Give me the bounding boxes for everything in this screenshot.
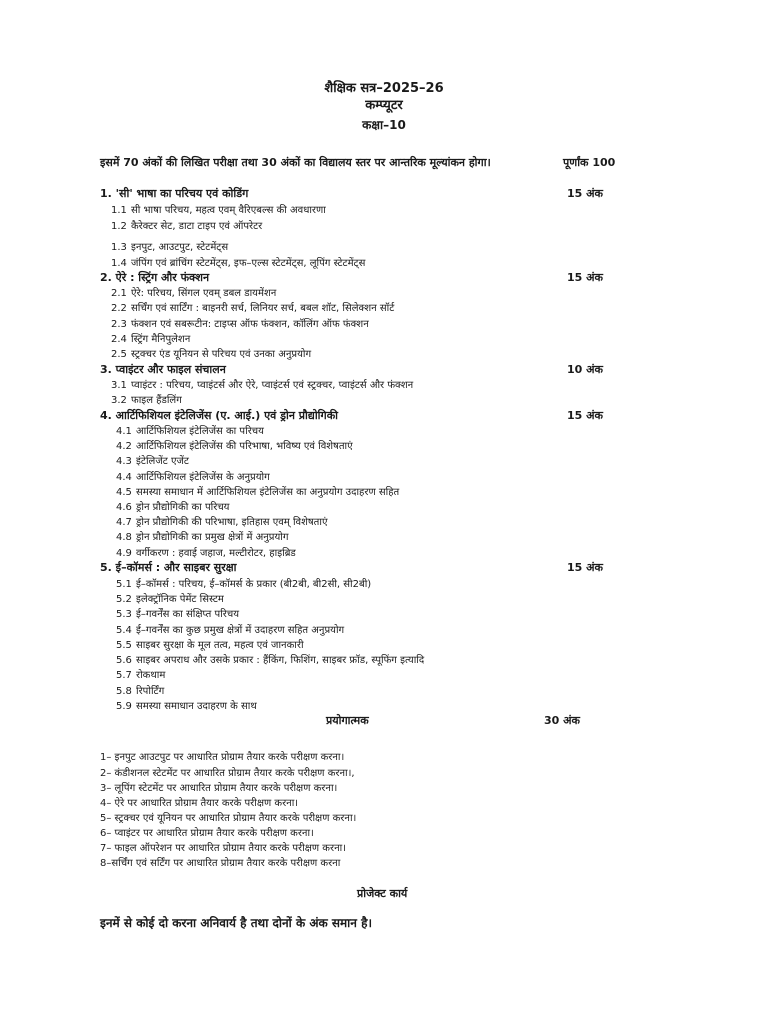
list-item: 2.4 स्ट्रिंग मैनिपुलेशन	[111, 334, 191, 345]
list-item: 5.3 ई–गवर्नेंस का संक्षिप्त परिचय	[116, 609, 240, 620]
list-item: 8–सर्चिंग एवं सर्टिंग पर आधारित प्रोग्राम तैयार करके परीक्षण करना	[100, 858, 341, 869]
list-item: 4.7 ड्रोन प्रौद्योगिकी की परिभाषा, इतिहास एवम् विशेषताएं	[116, 517, 328, 528]
unit-1-marks: 15 अंक	[567, 187, 603, 200]
practical-marks: 30 अंक	[544, 714, 580, 727]
class-title: कक्षा–10	[362, 118, 406, 132]
list-item: 3.1 प्वाइंटर : परिचय, प्वाइंटर्स और ऐरे, प्वाइंटर्स एवं स्ट्रक्चर, प्वाइंटर्स और फंक्शन	[111, 380, 414, 391]
list-item: 5.8 रिपोर्टिंग	[116, 686, 165, 697]
list-item: 4.8 ड्रोन प्रौद्योगिकी का प्रमुख क्षेत्रों में अनुप्रयोग	[116, 532, 289, 543]
unit-1-title: 1. 'सी' भाषा का परिचय एवं कोडिंग	[100, 187, 249, 200]
list-item: 1– इनपुट आउटपुट पर आधारित प्रोग्राम तैयार करके परीक्षण करना।	[100, 752, 345, 763]
project-note: इनमें से कोई दो करना अनिवार्य है तथा दोनों के अंक समान है।	[100, 916, 373, 930]
list-item: 7– फाइल ऑपरेशन पर आधारित प्रोग्राम तैयार करके परीक्षण करना।	[100, 843, 347, 854]
list-item: 5– स्ट्रक्चर एवं यूनियन पर आधारित प्रोग्राम तैयार करके परीक्षण करना।	[100, 813, 357, 824]
list-item: 4.5 समस्या समाधान में आर्टिफिशियल इंटेलिजेंस का अनुप्रयोग उदाहरण सहित	[116, 487, 400, 498]
list-item: 2.3 फंक्शन एवं सबरूटीन: टाइप्स ऑफ फंक्शन, कॉलिंग ऑफ फंक्शन	[111, 319, 369, 330]
list-item: 5.2 इलेक्ट्रॉनिक पेमेंट सिस्टम	[116, 594, 224, 605]
list-item: 1.1 सी भाषा परिचय, महत्व एवम् वैरिएबल्स की अवधारणा	[111, 205, 326, 216]
list-item: 1.4 जंपिंग एवं ब्रांचिंग स्टेटमेंट्स, इफ–एल्स स्टेटमेंट्स, लूपिंग स्टेटमेंट्स	[111, 258, 366, 269]
list-item: 4.2 आर्टिफिशियल इंटेलिजेंस की परिभाषा, भविष्य एवं विशेषताएं	[116, 441, 353, 452]
list-item: 2.1 ऐरे: परिचय, सिंगल एवम् डबल डायमेंशन	[111, 288, 277, 299]
list-item: 1.3 इनपुट, आउटपुट, स्टेटमेंट्स	[111, 242, 229, 253]
project-title: प्रोजेक्ट कार्य	[357, 887, 408, 900]
unit-5-title: 5. ई–कॉमर्स : और साइबर सुरक्षा	[100, 561, 237, 574]
list-item: 4.9 वर्गीकरण : हवाई जहाज, मल्टीरोटर, हाइब्रिड	[116, 548, 296, 559]
list-item: 3.2 फाइल हैंडलिंग	[111, 395, 182, 406]
unit-3-title: 3. प्वाइंटर और फाइल संचालन	[100, 363, 226, 376]
unit-3-marks: 10 अंक	[567, 363, 603, 376]
unit-4-marks: 15 अंक	[567, 409, 603, 422]
list-item: 2.2 सर्चिंग एवं सार्टिंग : बाइनरी सर्च, लिनियर सर्च, बबल शॉट, सिलेक्शन सॉर्ट	[111, 303, 395, 314]
unit-5-marks: 15 अंक	[567, 561, 603, 574]
list-item: 4.1 आर्टिफिशियल इंटेलिजेंस का परिचय	[116, 426, 264, 437]
list-item: 6– प्वाइंटर पर आधारित प्रोग्राम तैयार करके परीक्षण करना।	[100, 828, 314, 839]
list-item: 2– कंडीशनल स्टेटमेंट पर आधारित प्रोग्राम तैयार करके परीक्षण करना।,	[100, 768, 355, 779]
list-item: 4– ऐरे पर आधारित प्रोग्राम तैयार करके परीक्षण करना।	[100, 798, 299, 809]
list-item: 2.5 स्ट्रक्चर एंड यूनियन से परिचय एवं उनका अनुप्रयोग	[111, 349, 312, 360]
session-title: शैक्षिक सत्र–2025–26	[324, 81, 444, 96]
list-item: 5.7 रोकथाम	[116, 670, 166, 681]
list-item: 5.6 साइबर अपराध और उसके प्रकार : हैंकिंग, फिशिंग, साइबर फ्रॉड, स्पूफिंग इत्यादि	[116, 655, 425, 666]
list-item: 3– लूपिंग स्टेटमेंट पर आधारित प्रोग्राम तैयार करके परीक्षण करना।	[100, 783, 338, 794]
practical-title: प्रयोगात्मक	[326, 714, 369, 727]
unit-2-title: 2. ऐरे : स्ट्रिंग और फंक्शन	[100, 271, 210, 284]
intro-text: इसमें 70 अंकों की लिखित परीक्षा तथा 30 अंकों का विद्यालय स्तर पर आन्तरिक मूल्यांकन होगा।	[100, 156, 491, 169]
list-item: 1.2 कैरेक्टर सेट, डाटा टाइप एवं ऑपरेटर	[111, 221, 263, 232]
list-item: 4.6 ड्रोन प्रौद्योगिकी का परिचय	[116, 502, 230, 513]
list-item: 5.5 साइबर सुरक्षा के मूल तत्व, महत्व एवं जानकारी	[116, 640, 304, 651]
total-marks: पूर्णांक 100	[563, 156, 616, 169]
list-item: 5.4 ई–गवर्नेंस का कुछ प्रमुख क्षेत्रों में उदाहरण सहित अनुप्रयोग	[116, 625, 345, 636]
unit-4-title: 4. आर्टिफिशियल इंटेलिजेंस (ए. आई.) एवं ड्रोन प्रौद्योगिकी	[100, 409, 339, 422]
list-item: 4.3 इंटेलिजेंट एजेंट	[116, 456, 189, 467]
list-item: 5.9 समस्या समाधान उदाहरण के साथ	[116, 701, 257, 712]
list-item: 5.1 ई–कॉमर्स : परिचय, ई–कॉमर्स के प्रकार (बी2बी, बी2सी, सी2बी)	[116, 579, 372, 590]
subject-title: कम्प्यूटर	[365, 98, 403, 113]
list-item: 4.4 आर्टिफिशियल इंटेलिजेंस के अनुप्रयोग	[116, 472, 270, 483]
unit-2-marks: 15 अंक	[567, 271, 603, 284]
